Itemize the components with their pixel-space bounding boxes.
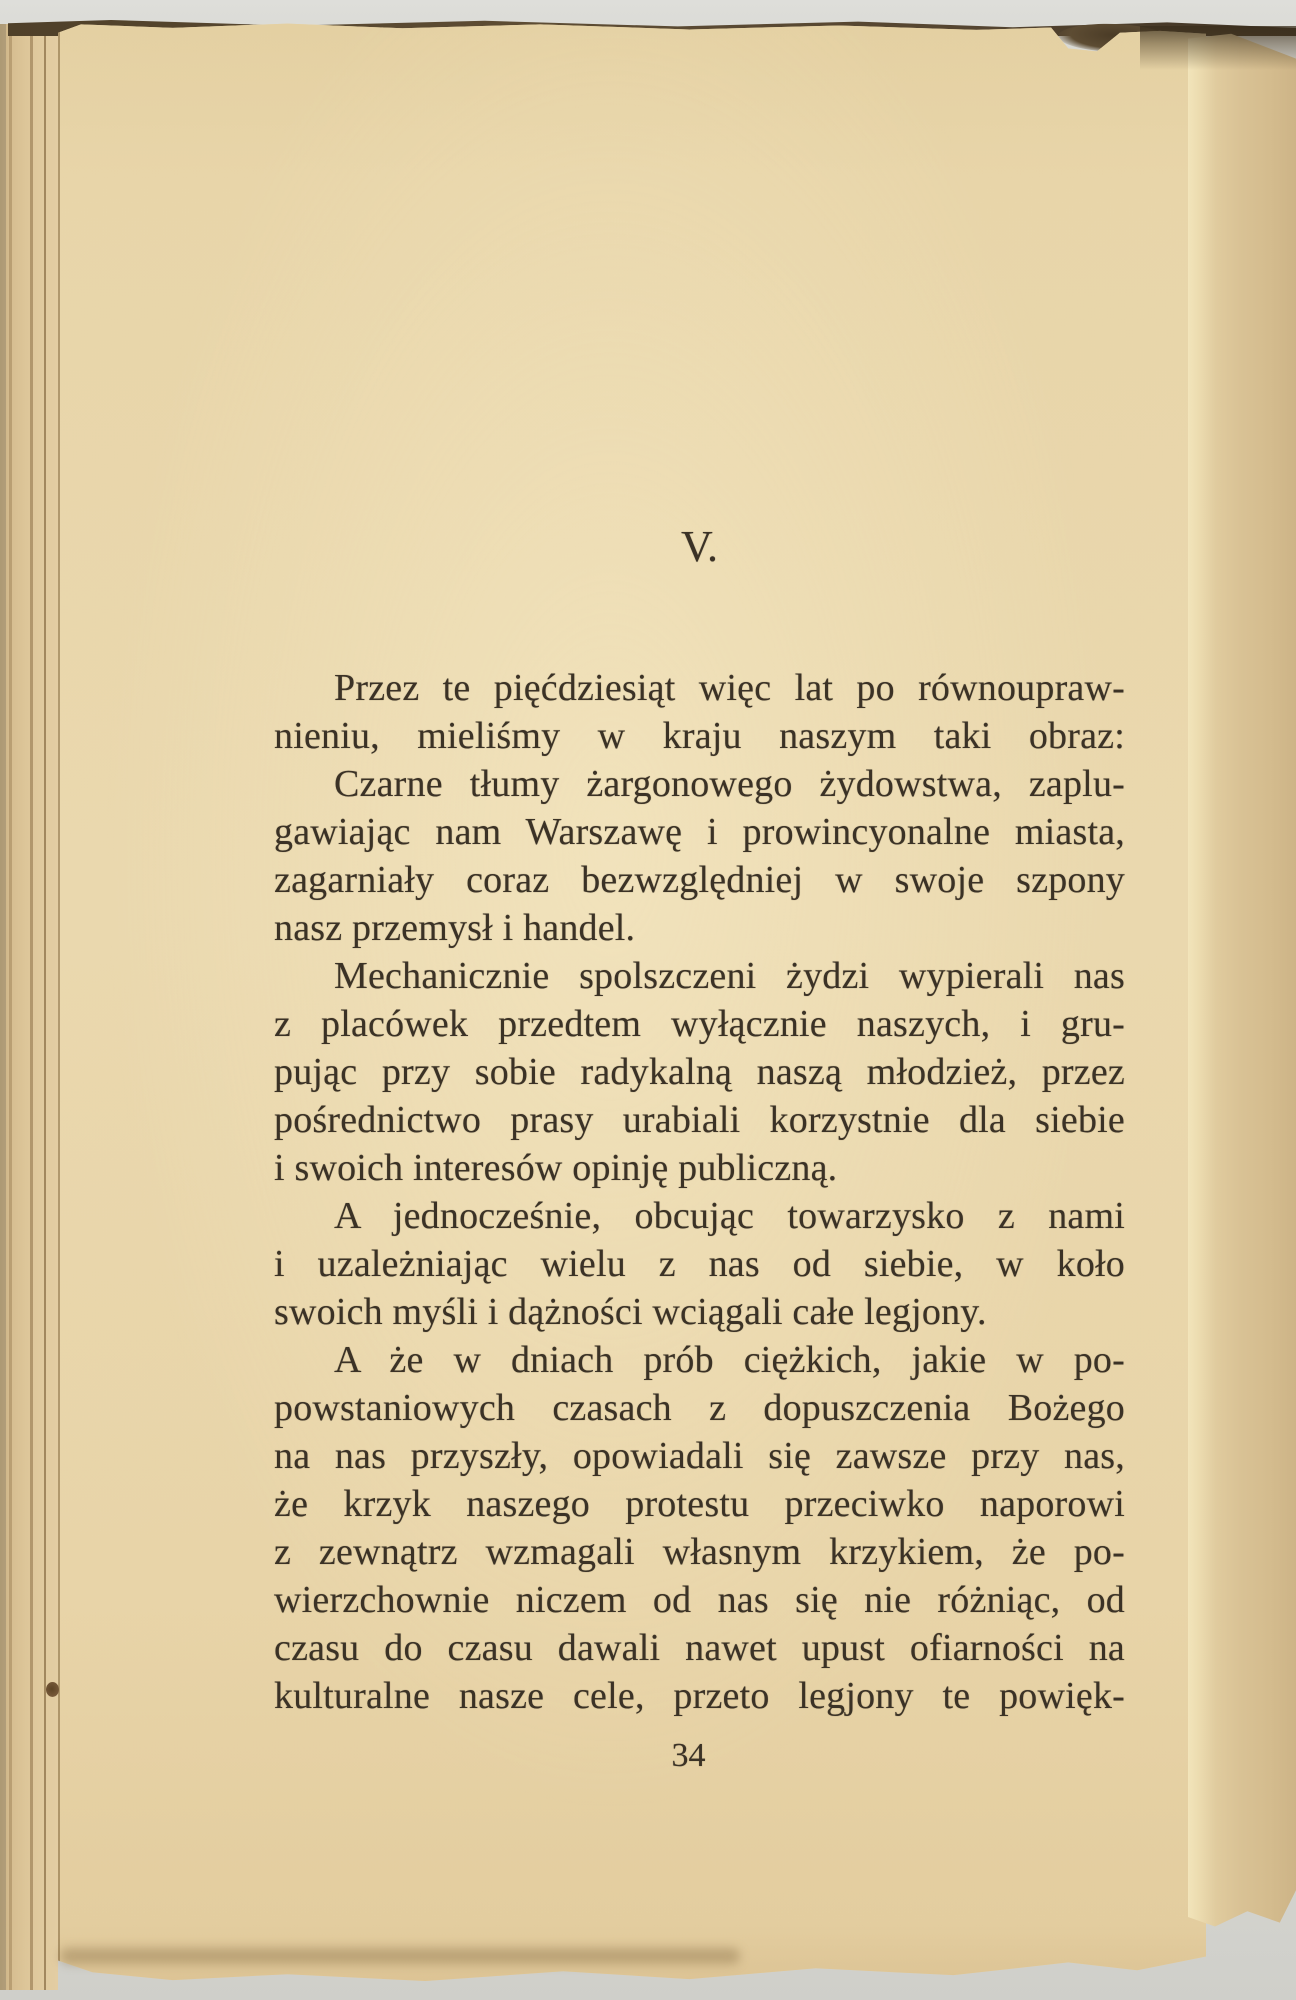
text-line: Czarne tłumy żargonowego żydowstwa, zaplu- xyxy=(334,763,1125,805)
text-line: Mechanicznie spolszczeni żydzi wypierali nas xyxy=(334,955,1125,997)
text-line: i uzależniając wielu z nas od siebie, w koło xyxy=(274,1243,1125,1285)
page-edge-line xyxy=(9,24,12,1990)
text-line: na nas przyszły, opowiadali się zawsze przy nas, xyxy=(274,1435,1125,1477)
page-bottom-smudge xyxy=(60,1948,740,1964)
text-line: nasz przemysł i handel. xyxy=(274,907,636,949)
page-edge-line xyxy=(0,24,6,1990)
text-line: czasu do czasu dawali nawet upust ofiarności na xyxy=(274,1627,1125,1669)
text-line: wierzchownie niczem od nas się nie różniąc, od xyxy=(274,1579,1125,1621)
page-number: 34 xyxy=(671,1737,706,1774)
text-line: nieniu, mieliśmy w kraju naszym taki obraz: xyxy=(274,715,1125,757)
gutter-top-shadow xyxy=(1140,26,1296,70)
text-line: pośrednictwo prasy urabiali korzystnie dla siebie xyxy=(274,1099,1125,1141)
text-line: swoich myśli i dążności wciągali całe legjony. xyxy=(274,1291,987,1333)
text-line: kulturalne nasze cele, przeto legjony te powięk- xyxy=(274,1675,1125,1717)
text-line: A że w dniach prób ciężkich, jakie w po- xyxy=(334,1339,1125,1381)
body-text xyxy=(274,664,1125,1720)
page-edge-line xyxy=(44,24,46,1990)
text-line: i swoich interesów opinję publiczną. xyxy=(274,1147,838,1189)
text-line: że krzyk naszego protestu przeciwko naporowi xyxy=(274,1483,1125,1525)
text-line: pując przy sobie radykalną naszą młodzież, przez xyxy=(274,1051,1125,1093)
text-line: A jednocześnie, obcując towarzysko z nami xyxy=(334,1195,1125,1237)
page-edge-line xyxy=(30,24,33,1990)
text-line: Przez te pięćdziesiąt więc lat po równoupraw- xyxy=(334,667,1125,709)
ink-spot xyxy=(46,1682,59,1697)
text-line: zagarniały coraz bezwzględniej w swoje szpony xyxy=(274,859,1125,901)
text-line: z placówek przedtem wyłącznie naszych, i gru- xyxy=(274,1003,1125,1045)
text-line: z zewnątrz wzmagali własnym krzykiem, że po- xyxy=(274,1531,1125,1573)
gutter-page xyxy=(1188,30,1296,1936)
chapter-heading: V. xyxy=(680,522,719,571)
text-line: powstaniowych czasach z dopuszczenia Bożego xyxy=(274,1387,1125,1429)
text-line: gawiając nam Warszawę i prowincyonalne miasta, xyxy=(274,811,1125,853)
